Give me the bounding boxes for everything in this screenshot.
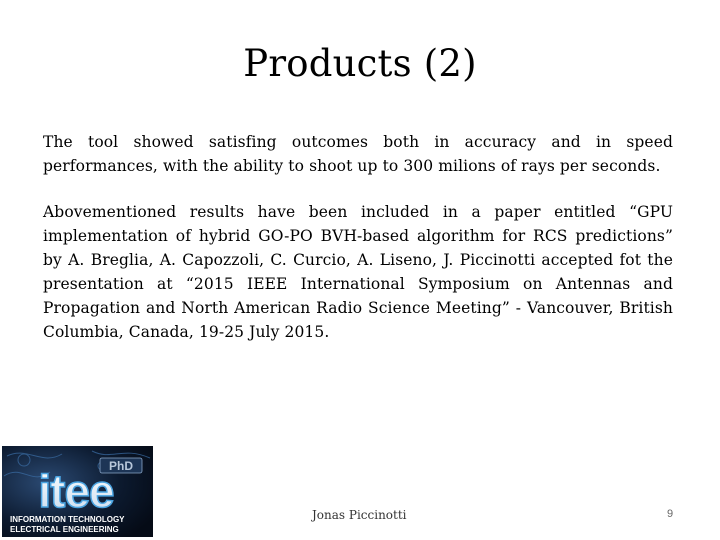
logo-line-electrical-engineering: ELECTRICAL ENGINEERING [10, 525, 119, 534]
footer-author: Jonas Piccinotti [312, 508, 407, 522]
logo-line-information-technology: INFORMATION TECHNOLOGY [10, 515, 125, 524]
logo-graphic [2, 446, 153, 537]
logo-wordmark: itee [38, 465, 114, 517]
itee-phd-logo [2, 446, 153, 537]
paragraph-outcomes: The tool showed satisfing outcomes both in accuracy and in speed performances, with the ability to shoot up to 300 milions of rays per seconds. [43, 133, 673, 175]
slide-body [43, 130, 673, 344]
phd-badge-text: PhD [109, 459, 133, 473]
slide-title: Products (2) [243, 42, 477, 85]
slide-page-number: 9 [667, 508, 674, 520]
paragraph-publication: Abovementioned results have been included in a paper entitled “GPU implementation of hybrid GO-PO BVH-based algorithm for RCS predictions” by A. Breglia, A. Capozzoli, C. Curcio, A. Liseno, J. Piccinotti accepted fot the presentation at “2015 IEEE International Symposium on Antennas and Propagation and North American Radio Science Meeting” - Vancouver, British Columbia, Canada, 19-25 July 2015. [43, 203, 673, 341]
